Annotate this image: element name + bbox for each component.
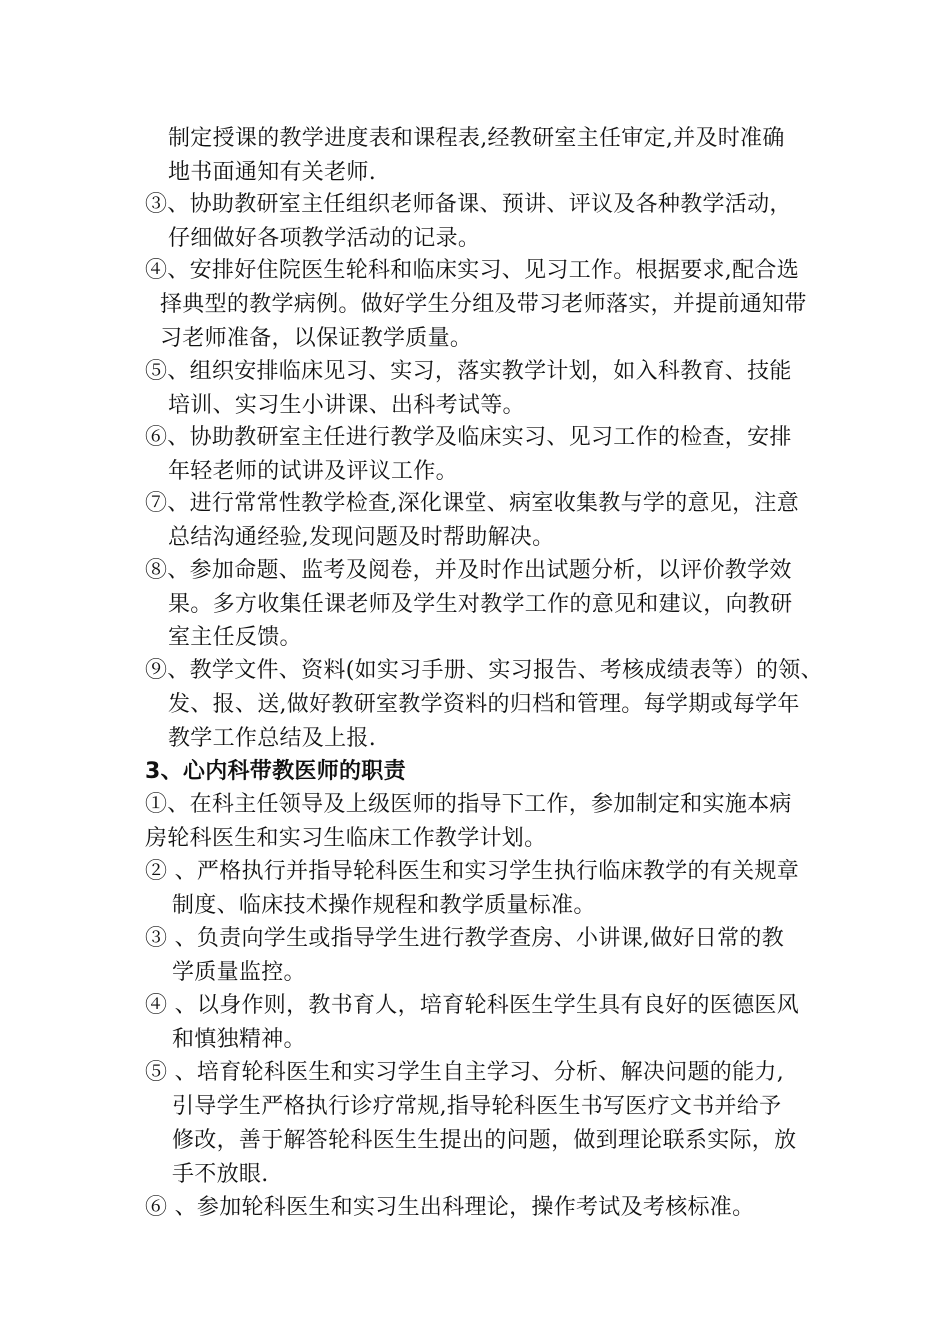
text-line: ② 、严格执行并指导轮科医生和实习学生执行临床教学的有关规章 xyxy=(145,859,799,884)
section-heading: 3、心内科带教医师的职责 xyxy=(145,759,406,784)
text-line: 制定授课的教学进度表和课程表,经教研室主任审定,并及时准确 xyxy=(168,126,785,151)
text-line: 手不放眼. xyxy=(172,1162,269,1187)
text-line: 和慎独精神。 xyxy=(172,1027,306,1052)
text-line: ⑥、协助教研室主任进行教学及临床实习、见习工作的检查，安排 xyxy=(145,425,792,450)
text-line: 果。多方收集任课老师及学生对教学工作的意见和建议，向教研 xyxy=(168,592,793,617)
text-line: 仔细做好各项教学活动的记录。 xyxy=(168,226,481,251)
text-line: ⑥ 、参加轮科医生和实习生出科理论，操作考试及考核标准。 xyxy=(145,1195,755,1220)
text-line: 年轻老师的试讲及评议工作。 xyxy=(168,459,458,484)
text-line: ③、协助教研室主任组织老师备课、预讲、评议及各种教学活动， xyxy=(145,192,792,217)
text-line: 房轮科医生和实习生临床工作教学计划。 xyxy=(145,826,547,851)
text-line: 修改，善于解答轮科医生生提出的问题，做到理论联系实际，放 xyxy=(172,1128,797,1153)
text-line: 室主任反馈。 xyxy=(168,625,302,650)
text-line: 习老师准备，以保证教学质量。 xyxy=(160,326,473,351)
text-line: 择典型的教学病例。做好学生分组及带习老师落实，并提前通知带 xyxy=(160,292,807,317)
text-line: ④ 、以身作则，教书育人，培育轮科医生学生具有良好的医德医风 xyxy=(145,993,799,1018)
text-line: ①、在科主任领导及上级医师的指导下工作，参加制定和实施本病 xyxy=(145,792,792,817)
text-line: ⑧、参加命题、监考及阅卷，并及时作出试题分析，以评价教学效 xyxy=(145,558,792,583)
text-line: 制度、临床技术操作规程和教学质量标准。 xyxy=(172,893,596,918)
text-line: 总结沟通经验,发现问题及时帮助解决。 xyxy=(168,525,555,550)
text-line: 教学工作总结及上报. xyxy=(168,726,376,751)
text-line: 学质量监控。 xyxy=(172,960,306,985)
text-line: ⑤ 、培育轮科医生和实习学生自主学习、分析、解决问题的能力, xyxy=(145,1060,784,1085)
text-line: ⑨、教学文件、资料(如实习手册、实习报告、考核成绩表等）的领、 xyxy=(145,658,823,683)
text-line: ⑤、组织安排临床见习、实习，落实教学计划，如入科教育、技能 xyxy=(145,359,792,384)
text-line: 地书面通知有关老师. xyxy=(168,160,376,185)
text-line: 培训、实习生小讲课、出科考试等。 xyxy=(168,393,525,418)
text-line: ⑦、进行常常性教学检查,深化课堂、病室收集教与学的意见，注意 xyxy=(145,491,799,516)
text-line: 发、报、送,做好教研室教学资料的归档和管理。每学期或每学年 xyxy=(168,692,800,717)
text-line: ③ 、负责向学生或指导学生进行教学查房、小讲课,做好日常的教 xyxy=(145,926,784,951)
text-line: 引导学生严格执行诊疗常规,指导轮科医生书写医疗文书并给予 xyxy=(172,1094,782,1119)
text-line: ④、安排好住院医生轮科和临床实习、见习工作。根据要求,配合选 xyxy=(145,258,799,283)
